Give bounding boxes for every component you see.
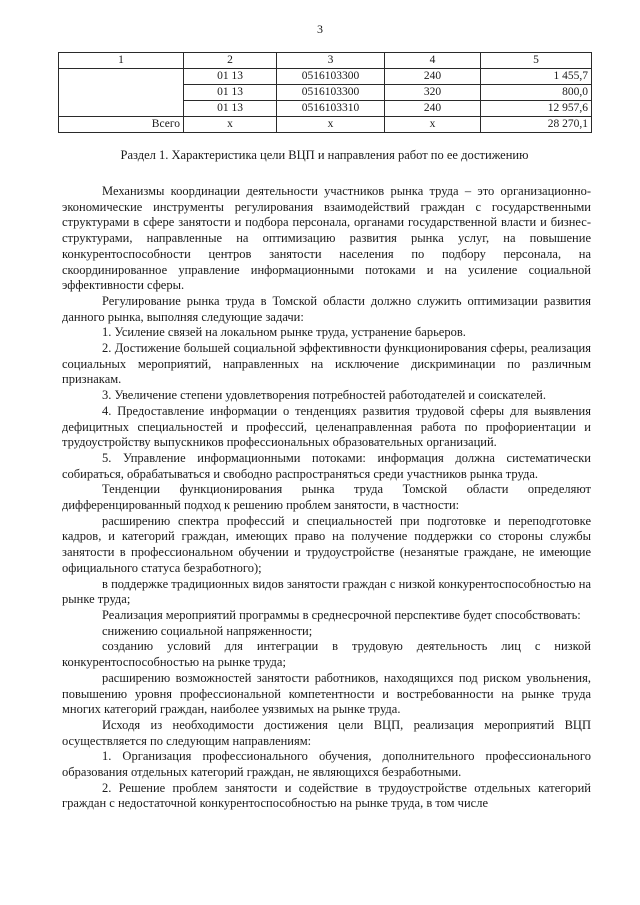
table-cell: х — [385, 117, 481, 133]
paragraph: 3. Увеличение степени удовлетворения потребностей работодателей и соискателей. — [102, 388, 546, 403]
table-total-row — [59, 117, 592, 133]
table-header-cell: 2 — [184, 53, 277, 69]
table-cell: 320 — [385, 85, 481, 101]
table-cell: 240 — [385, 101, 481, 117]
paragraph: расширению спектра профессий и специальностей при подготовке и переподготовке кадров, и категорий граждан, имеющих право на получение поддержки со стороны службы занятости в профессиональном обучении и трудоустройстве (незанятые граждане, не имеющие официального статуса безработного); — [62, 513, 591, 575]
table-cell: 0516103300 — [277, 69, 385, 85]
table-cell: 800,0 — [481, 85, 592, 101]
budget-table — [58, 52, 592, 133]
table-header-cell: 3 — [277, 53, 385, 69]
table-total-value: 28 270,1 — [481, 117, 592, 133]
paragraph: 1. Организация профессионального обучения, дополнительного профессионального образования отдельных категорий граждан, не являющихся безработными. — [62, 749, 591, 780]
section-title: Раздел 1. Характеристика цели ВЦП и направления работ по ее достижению — [120, 148, 529, 162]
paragraph: 2. Достижение большей социальной эффективности функционирования сферы, реализация социальных мероприятий, направленных на исключение дискриминации по различным признакам. — [62, 341, 591, 387]
paragraph: Тенденции функционирования рынка труда Томской области определяют дифференцированный подход к решению проблем занятости, в частности: — [62, 482, 591, 513]
paragraph: Реализация мероприятий программы в среднесрочной перспективе будет способствовать: — [102, 607, 581, 622]
table-cell: 240 — [385, 69, 481, 85]
paragraph: 5. Управление информационными потоками: информация должна систематически собираться, обрабатываться и свободно распространяться среди участников рынка труда. — [62, 450, 591, 481]
body-text — [62, 184, 591, 812]
table-cell: 01 13 — [184, 101, 277, 117]
table-cell: 1 455,7 — [481, 69, 592, 85]
table-total-label: Всего — [59, 117, 184, 133]
paragraph: в поддержке традиционных видов занятости граждан с низкой конкурентоспособностью на рынке труда; — [62, 576, 591, 607]
table-merged-cell — [59, 69, 184, 117]
paragraph: Исходя из необходимости достижения цели ВЦП, реализация мероприятий ВЦП осуществляется по следующим направлениям: — [62, 717, 591, 748]
table-cell: х — [184, 117, 277, 133]
paragraph: Регулирование рынка труда в Томской области должно служить оптимизации развития данного рынка, выполняя следующие задачи: — [62, 293, 591, 324]
paragraph: 4. Предоставление информации о тенденциях развития трудовой сферы для выявления дефицитных специальностей и профессий, целенаправленная работа по профориентации и трудоустройству выпускников профессиональных образовательных организаций. — [62, 403, 591, 450]
paragraph: 2. Решение проблем занятости и содействие в трудоустройстве отдельных категорий граждан с недостаточной конкурентоспособностью на рынке труда, в том числе — [62, 780, 591, 811]
table-cell: 0516103300 — [277, 85, 385, 101]
table-header-cell: 4 — [385, 53, 481, 69]
paragraph: созданию условий для интеграции в трудовую деятельность лиц с низкой конкурентоспособностью на рынке труда; — [62, 639, 591, 670]
table-cell: х — [277, 117, 385, 133]
table-header-row — [59, 53, 592, 69]
paragraph: 1. Усиление связей на локальном рынке труда, устранение барьеров. — [102, 325, 466, 340]
table-cell: 01 13 — [184, 69, 277, 85]
table-cell: 12 957,6 — [481, 101, 592, 117]
table-header-cell: 5 — [481, 53, 592, 69]
table-cell: 01 13 — [184, 85, 277, 101]
page-number: 3 — [317, 22, 323, 36]
paragraph: снижению социальной напряженности; — [102, 623, 313, 638]
table-row — [59, 69, 592, 85]
paragraph: Механизмы координации деятельности участников рынка труда – это организационно-экономические инструменты регулирования взаимодействий граждан с государственными структурами в сфере занятости и подбора персонала, органами государственной власти и бизнес-структурами, направленные на оптимизацию развития рынка услуг, на повышение конкурентоспособности центров занятости населения по подбору персонала, на скоординированное управление информационными потоками и на усиление социальной эффективности сферы. — [62, 184, 591, 293]
table-header-cell: 1 — [59, 53, 184, 69]
paragraph: расширению возможностей занятости работников, находящихся под риском увольнения, повышению уровня профессиональной компетентности и востребованности на рынке труда многих категорий граждан, наиболее уязвимых на рынке труда. — [62, 670, 591, 717]
table-cell: 0516103310 — [277, 101, 385, 117]
